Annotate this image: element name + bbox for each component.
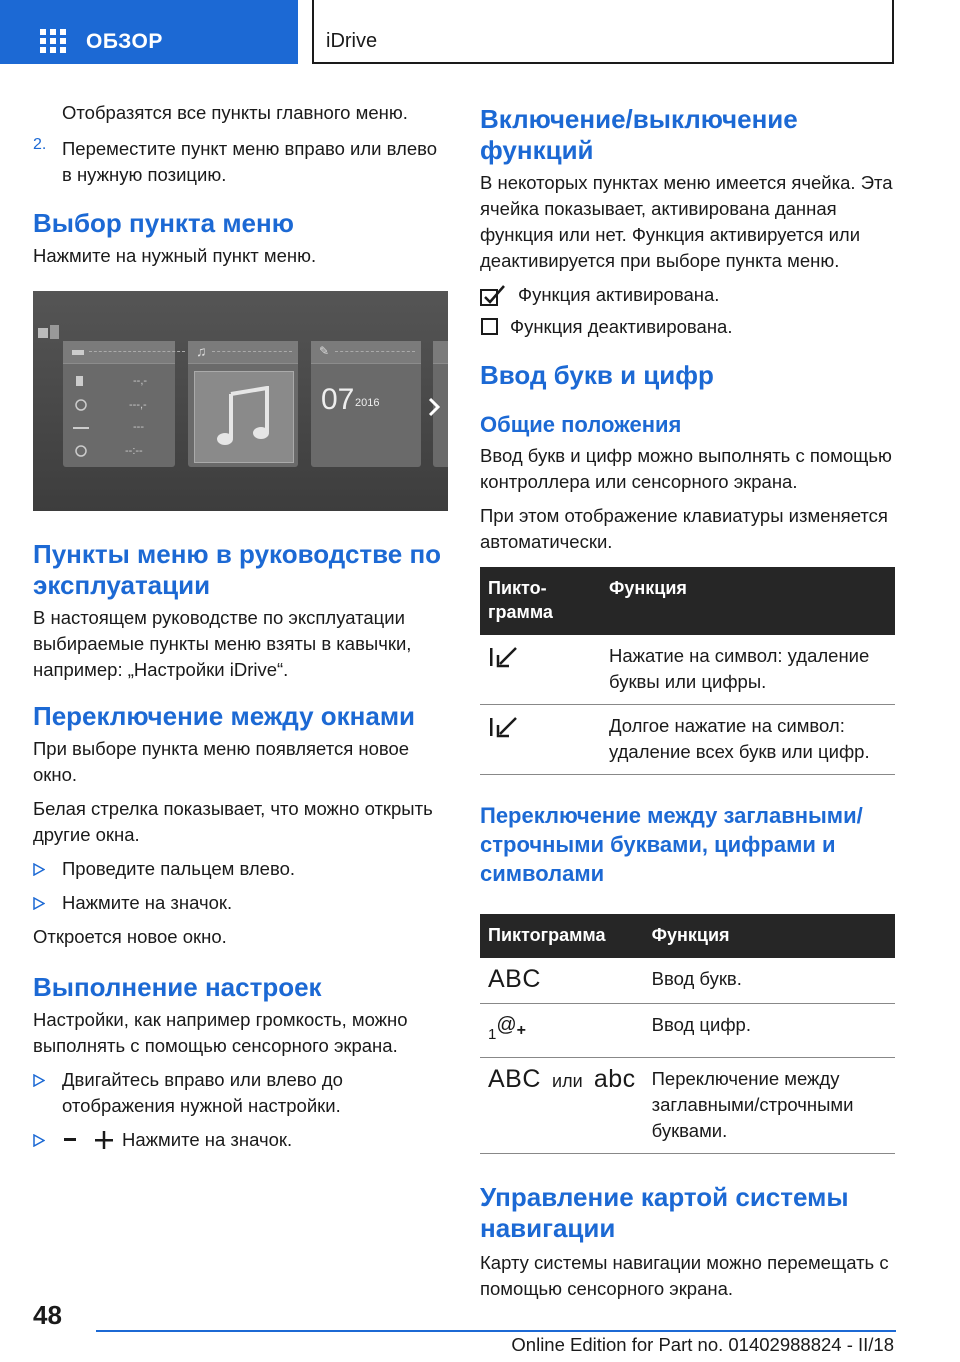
delete-icons-table — [480, 567, 895, 775]
select-text: Нажмите на нужный пункт меню. — [33, 245, 317, 266]
table-header-row — [480, 567, 895, 635]
checkbox-empty-icon — [480, 317, 500, 337]
toggle-on-line — [480, 282, 895, 308]
heading-select-menu-item: Выбор пункта меню — [33, 208, 294, 238]
table-cell-icon — [480, 705, 601, 775]
table-row — [480, 1058, 895, 1154]
settings-text: Настройки, как например громкость, можно выполнять с помощью сенсорного экрана. — [33, 1009, 408, 1056]
uppercase-abc-icon: ABC — [488, 1065, 541, 1093]
card-header — [63, 341, 175, 364]
heading-case-switch: Переключение между заглавными/строчными буквами, цифрами и символами — [480, 803, 863, 886]
range-icon — [73, 425, 89, 431]
table-row — [480, 958, 895, 1004]
table-header-row — [480, 914, 895, 958]
checkbox-checked-icon — [480, 284, 506, 306]
heading-navigation-map: Управление картой системы навигации — [480, 1182, 849, 1243]
lowercase-abc-icon: abc — [593, 1065, 636, 1093]
map-text: Карту системы навигации можно перемещать с помощью сенсорного экрана. — [480, 1252, 889, 1299]
table-row — [480, 1004, 895, 1058]
windows-text-1: При выборе пункта меню появляется новое окно. — [33, 738, 410, 785]
heading-general: Общие положения — [480, 412, 682, 437]
action-triangle-icon — [33, 863, 45, 876]
or-label: или — [552, 1071, 583, 1091]
table-cell-function: Переключение между заглавными/строчными буквами. — [644, 1058, 895, 1154]
calendar-day: 07 — [321, 383, 355, 416]
action-triangle-icon — [33, 1074, 45, 1087]
digits-icon-1: 1 — [488, 1026, 497, 1043]
action-triangle-icon — [33, 1134, 45, 1147]
bullet-item — [33, 1127, 448, 1153]
table-header-icon: Пикто-грамма — [480, 567, 601, 635]
bullet-text: Двигайтесь вправо или влево до отображения нужной настройки. — [62, 1069, 343, 1116]
bullet-label: Нажмите на значок. — [122, 1129, 293, 1150]
bullet-item — [33, 856, 448, 882]
table-row — [480, 705, 895, 775]
digits-icon-plus: + — [516, 1022, 526, 1039]
chapter-header — [312, 0, 894, 64]
section-tab[interactable] — [0, 0, 298, 64]
table-cell-function: Долгое нажатие на символ: удаление всех букв или цифр. — [601, 705, 895, 775]
toggle-off-text: Функция деактивирована. — [510, 316, 733, 337]
step-number: 2. — [33, 136, 47, 153]
backspace-icon — [488, 645, 520, 669]
card-title-placeholder — [212, 351, 292, 352]
right-column — [480, 104, 895, 1302]
footer-divider — [96, 1330, 896, 1332]
fuel-icon — [75, 375, 85, 387]
row-value: ---,- — [129, 399, 147, 411]
table-cell-icon — [480, 1058, 644, 1154]
backspace-icon — [488, 715, 520, 739]
table-cell-icon — [480, 635, 601, 705]
heading-switch-windows: Переключение между окнами — [33, 701, 416, 731]
idrive-screenshot — [33, 291, 448, 511]
card-header — [188, 341, 298, 364]
general-text-2: При этом отображение клавиатуры изменяется автоматически. — [480, 505, 888, 552]
digits-icon-at: @ — [496, 1014, 517, 1036]
windows-result: Откроется новое окно. — [33, 926, 227, 947]
general-text-1: Ввод букв и цифр можно выполнять с помощью контроллера или сенсорного экрана. — [480, 445, 892, 492]
card-title-placeholder — [335, 351, 415, 352]
case-icons-table — [480, 914, 895, 1154]
table-cell-icon — [480, 1004, 644, 1058]
music-note-icon — [217, 386, 271, 448]
intro-line: Отобразятся все пункты главного меню. — [62, 102, 408, 123]
table-cell-function: Ввод цифр. — [644, 1004, 895, 1058]
table-header-function: Функция — [644, 914, 895, 958]
table-row — [480, 635, 895, 705]
section-title: ОБЗОР — [86, 30, 163, 53]
heading-menu-items-in-manual: Пункты меню в руководстве по эксплуатации — [33, 539, 442, 600]
phone-icon: ✎ — [319, 344, 330, 358]
clock-icon — [75, 445, 87, 457]
music-note-small-icon: ♫ — [196, 343, 207, 359]
row-value: --,- — [133, 375, 148, 387]
car-icon — [71, 347, 85, 357]
row-value: --:-- — [125, 445, 143, 457]
menu-card-calendar[interactable] — [311, 341, 421, 467]
toggle-on-text: Функция активирована. — [518, 284, 720, 305]
menu-card-vehicle[interactable] — [63, 341, 175, 467]
left-column — [33, 100, 448, 1153]
calendar-year: 2016 — [355, 397, 380, 409]
bullet-item — [33, 1067, 448, 1119]
toggle-text: В некоторых пунктах меню имеется ячейка. Эта ячейка показывает, активирована данная функция или нет. Функция активируется или деактивируется при выборе пункта меню. — [480, 172, 893, 271]
heading-toggle-functions: Включение/выключение функций — [480, 104, 798, 165]
table-cell-icon — [480, 958, 644, 1004]
table-header-icon: Пиктограмма — [480, 914, 644, 958]
grid-menu-icon — [40, 29, 66, 53]
bullet-item — [33, 890, 448, 916]
table-header-function: Функция — [601, 567, 895, 635]
bullet-text: Нажмите на значок. — [62, 892, 233, 913]
footer-edition: Online Edition for Part no. 01402988824 - II/18 — [511, 1334, 894, 1355]
gauge-icon — [75, 399, 87, 411]
table-cell-function: Ввод букв. — [644, 958, 895, 1004]
card-header — [311, 341, 421, 364]
row-value: --- — [133, 421, 144, 433]
minus-icon — [62, 1132, 78, 1148]
album-art — [194, 371, 294, 463]
page-number: 48 — [33, 1300, 62, 1330]
next-window-arrow-icon[interactable] — [427, 397, 441, 417]
plus-icon — [94, 1130, 114, 1150]
windows-text-2: Белая стрелка показывает, что можно открыть другие окна. — [33, 798, 433, 845]
card-title-placeholder — [89, 351, 185, 352]
bullet-text: Проведите пальцем влево. — [62, 858, 296, 879]
bullet-text — [62, 1127, 448, 1153]
chapter-title: iDrive — [326, 30, 378, 52]
card-header — [433, 341, 448, 364]
table-cell-function: Нажатие на символ: удаление буквы или цифры. — [601, 635, 895, 705]
action-triangle-icon — [33, 897, 45, 910]
heading-settings: Выполнение настроек — [33, 972, 322, 1002]
heading-letter-input: Ввод букв и цифр — [480, 360, 714, 390]
items-text: В настоящем руководстве по эксплуатации выбираемые пункты меню взяты в кавычки, например: „Настройки iDrive“. — [33, 607, 412, 680]
menu-layout-icon — [37, 323, 61, 343]
menu-card-media[interactable] — [188, 341, 298, 467]
step-text: Переместите пункт меню вправо или влево в нужную позицию. — [62, 138, 438, 185]
toggle-off-line — [480, 314, 895, 340]
step-2 — [33, 136, 448, 188]
uppercase-abc-icon: ABC — [488, 965, 541, 993]
